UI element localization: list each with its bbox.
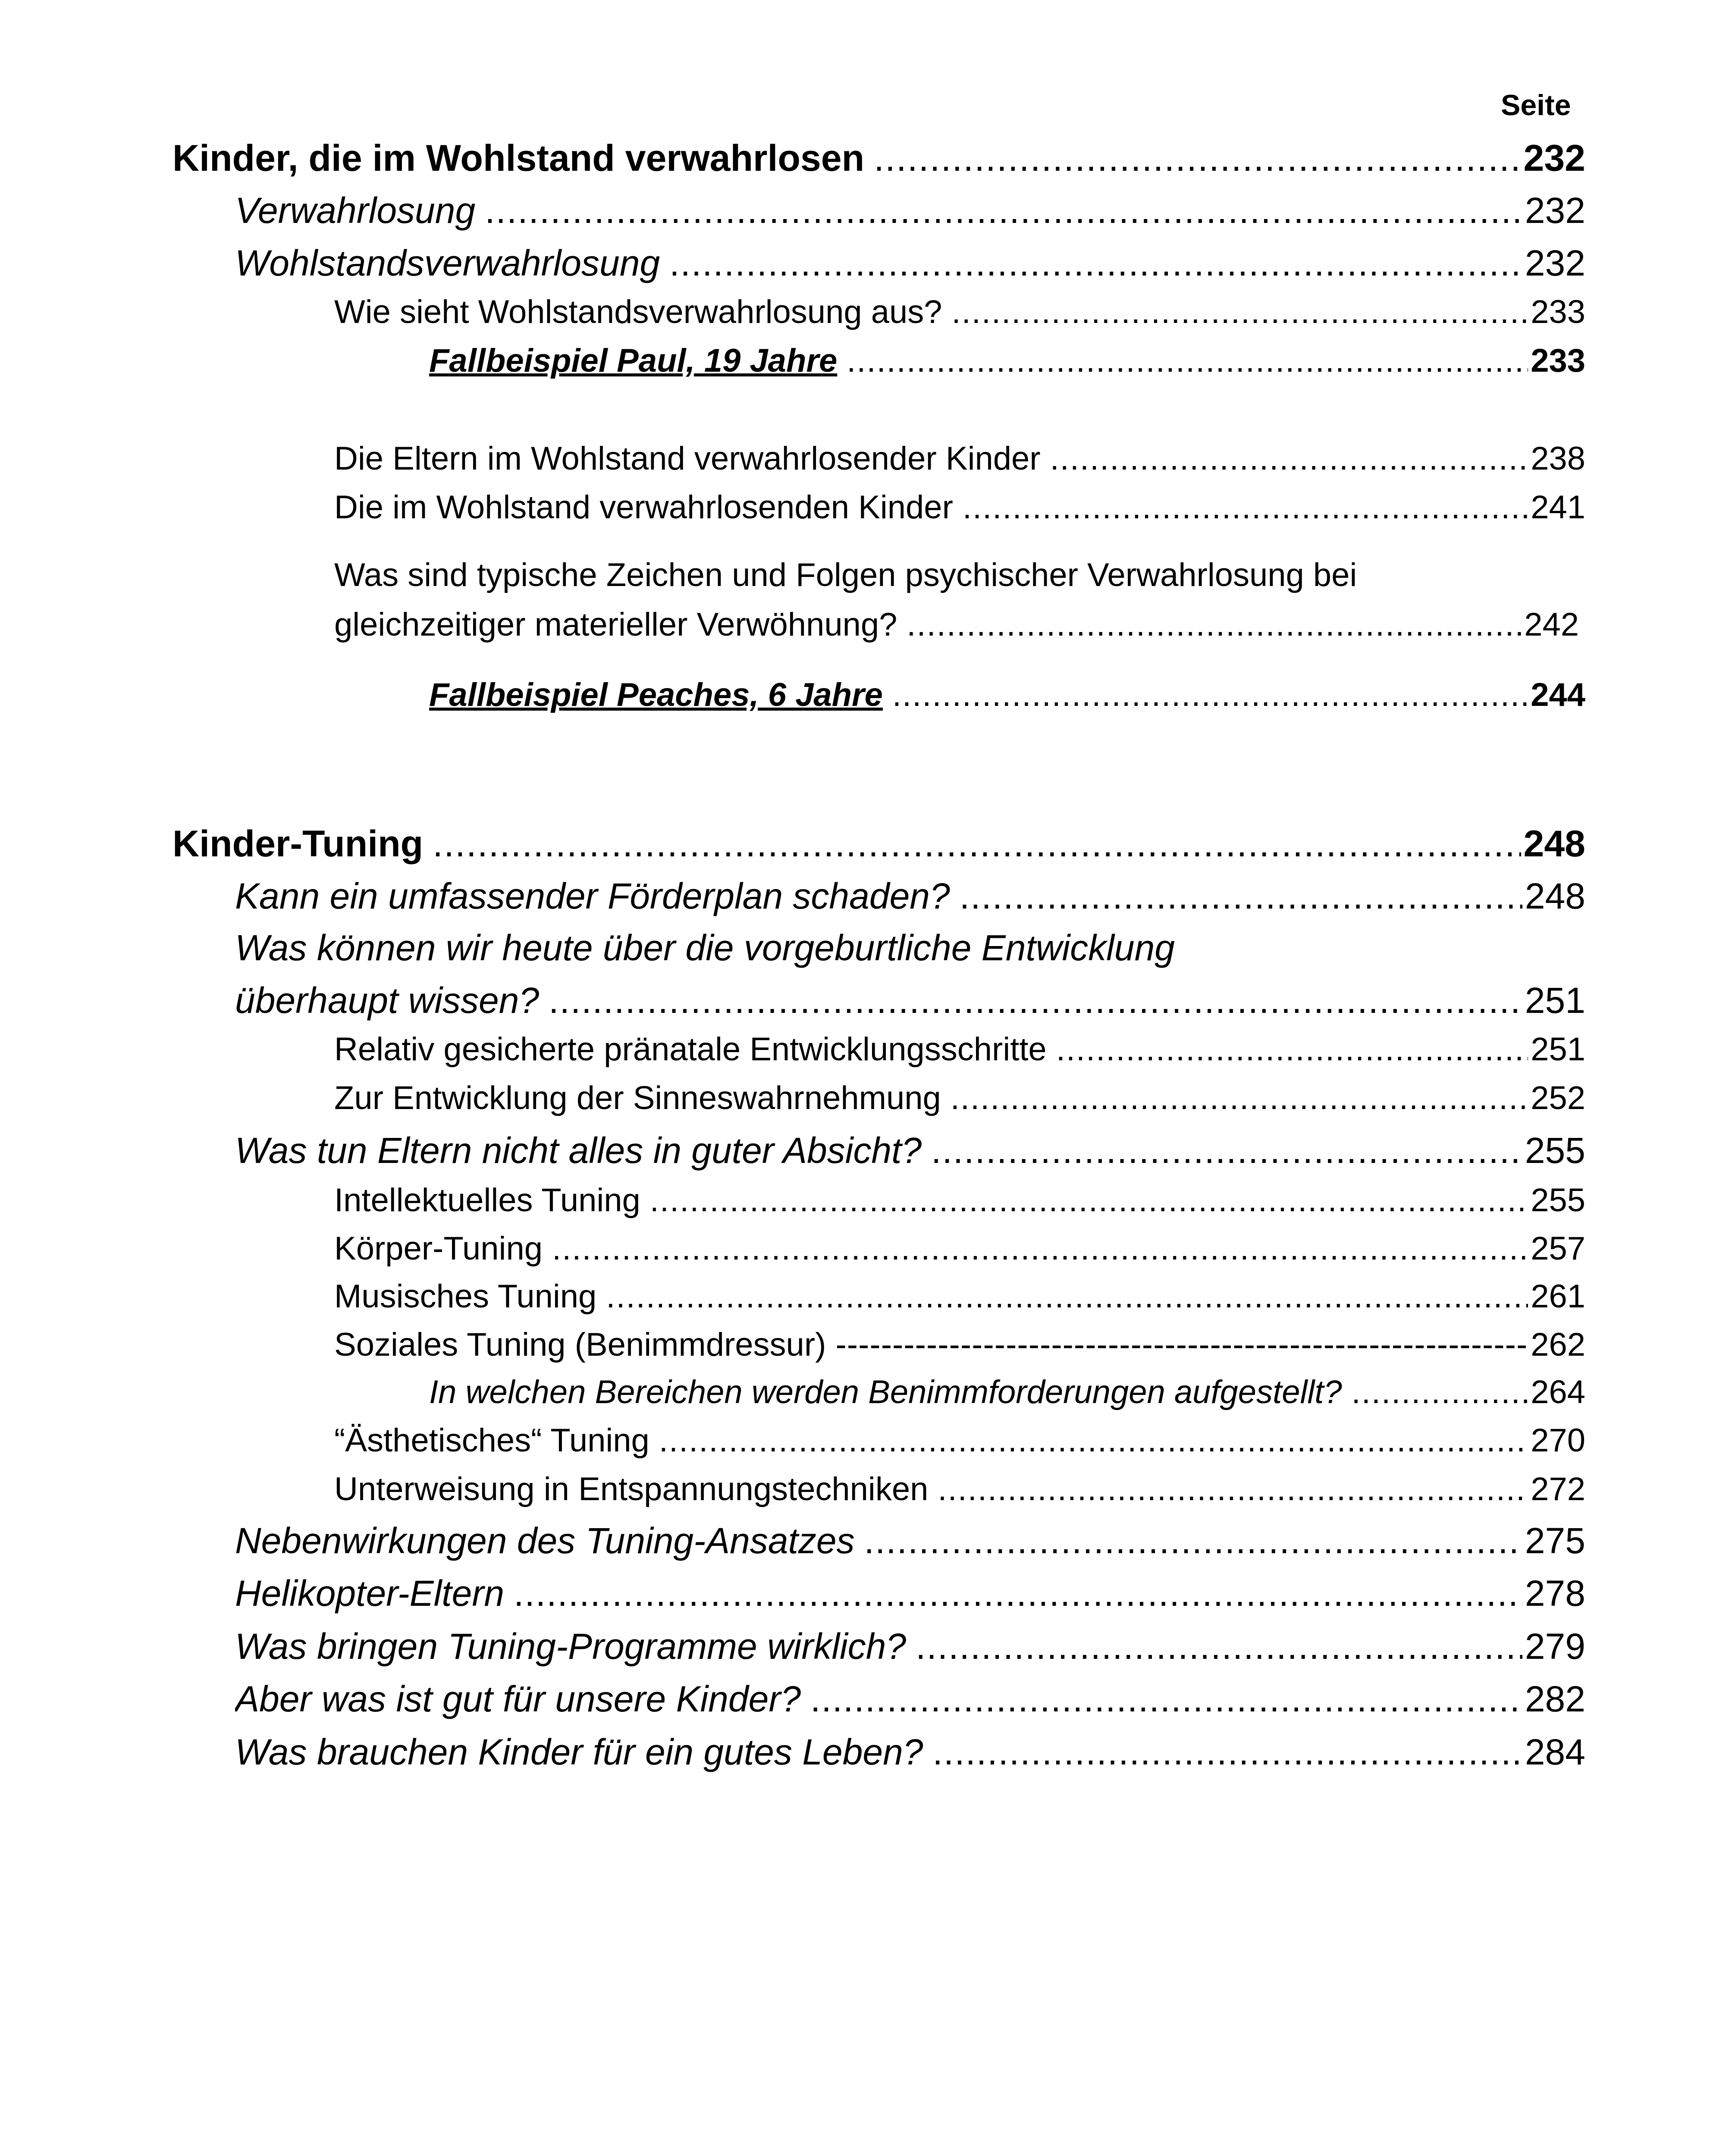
dot-leader [892, 676, 1528, 714]
toc-entry-title: Relativ gesicherte pränatale Entwicklungsschritte [334, 1031, 1047, 1068]
toc-entry-zeichen[interactable] [334, 606, 1579, 643]
toc-entry-page: 232 [1525, 190, 1585, 231]
toc-entry-page: 257 [1531, 1230, 1585, 1267]
dot-leader [650, 1181, 1528, 1219]
toc-entry-title: Intellektuelles Tuning [334, 1182, 640, 1219]
dot-leader [1352, 1373, 1528, 1411]
dot-leader [514, 1573, 1522, 1614]
toc-entry-vorgeburtlich[interactable] [235, 980, 1585, 1022]
dot-leader [938, 1470, 1528, 1508]
toc-entry-entspannung[interactable] [334, 1470, 1585, 1508]
dot-leader [669, 242, 1522, 284]
dot-leader [433, 823, 1521, 865]
toc-entry-praenatal[interactable] [334, 1031, 1585, 1068]
toc-entry-page: 251 [1525, 980, 1585, 1021]
toc-entry-title: überhaupt wissen? [235, 980, 540, 1021]
toc-entry-zeichen-line1: Was sind typische Zeichen und Folgen psychischer Verwahrlosung bei [334, 557, 1357, 593]
toc-entry-kinder[interactable] [334, 489, 1585, 526]
dot-leader [960, 875, 1522, 917]
dot-leader [1056, 1031, 1528, 1068]
dot-leader [933, 1731, 1522, 1773]
toc-entry-sinne[interactable] [334, 1079, 1585, 1117]
toc-entry-title: Helikopter-Eltern [235, 1573, 505, 1614]
toc-entry-title: Wohlstandsverwahrlosung [235, 243, 660, 283]
toc-entry-musisch[interactable] [334, 1278, 1585, 1315]
dot-leader [931, 1130, 1522, 1172]
dot-leader [1050, 440, 1528, 477]
toc-entry-page: 233 [1531, 342, 1585, 379]
toc-entry-page: 241 [1531, 489, 1585, 526]
dot-leader [549, 980, 1522, 1022]
toc-entry-title: Musisches Tuning [334, 1278, 597, 1315]
toc-entry-leben[interactable] [235, 1731, 1585, 1773]
toc-entry-helikopter[interactable] [235, 1573, 1585, 1614]
toc-entry-title: Körper-Tuning [334, 1230, 543, 1267]
dot-leader [810, 1678, 1522, 1720]
toc-entry-title: Kann ein umfassender Förderplan schaden? [235, 876, 950, 916]
dot-leader [847, 342, 1528, 379]
toc-entry-title: “Ästhetisches“ Tuning [334, 1422, 650, 1459]
toc-entry-bereiche[interactable] [429, 1373, 1585, 1411]
toc-entry-kinder-wohlstand[interactable] [173, 137, 1585, 180]
dot-leader [552, 1230, 1528, 1267]
toc-entry-eltern[interactable] [334, 440, 1585, 477]
dot-leader [907, 606, 1522, 643]
toc-entry-title: Zur Entwicklung der Sinneswahrnehmung [334, 1080, 941, 1116]
toc-entry-title: Die Eltern im Wohlstand verwahrlosender Kinder [334, 440, 1041, 477]
dot-leader [951, 1079, 1528, 1117]
toc-entry-page: 233 [1531, 294, 1585, 330]
toc-entry-page: 248 [1525, 876, 1585, 916]
toc-entry-title: Fallbeispiel Paul, 19 Jahre [429, 342, 838, 379]
toc-entry-title: Was brauchen Kinder für ein gutes Leben? [235, 1732, 923, 1772]
toc-entry-title: Was tun Eltern nicht alles in guter Absicht? [235, 1130, 922, 1171]
toc-entry-page: 232 [1525, 243, 1585, 283]
toc-entry-title: gleichzeitiger materieller Verwöhnung? [334, 606, 897, 643]
toc-entry-page: 284 [1525, 1732, 1585, 1772]
toc-entry-page: 244 [1531, 677, 1585, 713]
toc-entry-verwahrlosung[interactable] [235, 190, 1585, 232]
toc-entry-page: 264 [1531, 1374, 1585, 1410]
dot-leader [864, 1520, 1522, 1562]
toc-entry-title: Fallbeispiel Peaches, 6 Jahre [429, 677, 883, 713]
toc-entry-sozial[interactable] [334, 1326, 1585, 1363]
toc-entry-title: Nebenwirkungen des Tuning-Ansatzes [235, 1520, 855, 1561]
toc-entry-page: 275 [1525, 1520, 1585, 1561]
toc-entry-fallbeispiel-peaches[interactable] [429, 676, 1585, 714]
toc-entry-title: Kinder-Tuning [173, 823, 424, 865]
toc-entry-page: 232 [1523, 138, 1585, 179]
dot-leader [952, 293, 1528, 331]
toc-entry-page: 252 [1531, 1080, 1585, 1116]
toc-entry-title: Aber was ist gut für unsere Kinder? [235, 1679, 801, 1719]
dot-leader [916, 1626, 1522, 1667]
toc-entry-kinder-tuning[interactable] [173, 823, 1585, 865]
page-column-label: Seite [1501, 89, 1571, 122]
toc-entry-title: Die im Wohlstand verwahrlosenden Kinder [334, 489, 953, 526]
toc-entry-programme[interactable] [235, 1626, 1585, 1667]
toc-entry-page: 255 [1525, 1130, 1585, 1171]
toc-entry-page: 248 [1523, 823, 1585, 865]
toc-entry-title: Unterweisung in Entspannungstechniken [334, 1471, 929, 1507]
toc-entry-page: 261 [1531, 1278, 1585, 1315]
toc-entry-page: 272 [1531, 1471, 1585, 1507]
toc-entry-page: 282 [1525, 1679, 1585, 1719]
toc-entry-title: In welchen Bereichen werden Benimmforderungen aufgestellt? [429, 1374, 1342, 1410]
toc-entry-gut[interactable] [235, 1678, 1585, 1720]
toc-entry-nebenwirkungen[interactable] [235, 1520, 1585, 1562]
toc-entry-page: 238 [1531, 440, 1585, 477]
dot-leader [606, 1278, 1528, 1315]
toc-entry-page: 242 [1524, 606, 1579, 643]
toc-entry-page: 278 [1525, 1573, 1585, 1614]
dash-leader [835, 1326, 1528, 1363]
toc-entry-vorgeburtlich-line1: Was können wir heute über die vorgeburtliche Entwicklung [235, 928, 1175, 968]
toc-entry-koerper[interactable] [334, 1230, 1585, 1267]
toc-entry-title: Was bringen Tuning-Programme wirklich? [235, 1626, 907, 1667]
toc-entry-page: 270 [1531, 1422, 1585, 1459]
toc-entry-intellektuell[interactable] [334, 1181, 1585, 1219]
toc-entry-title: Wie sieht Wohlstandsverwahrlosung aus? [334, 294, 942, 330]
toc-entry-fallbeispiel-paul[interactable] [429, 342, 1585, 379]
toc-entry-wie-sieht[interactable] [334, 293, 1585, 331]
dot-leader [963, 489, 1528, 526]
toc-entry-foerderplan[interactable] [235, 875, 1585, 917]
toc-entry-title: Kinder, die im Wohlstand verwahrlosen [173, 138, 865, 179]
dot-leader [874, 137, 1521, 180]
toc-entry-aesthetisch[interactable] [334, 1422, 1585, 1459]
toc-entry-page: 251 [1531, 1031, 1585, 1068]
toc-entry-wohlstandsverwahrlosung[interactable] [235, 242, 1585, 284]
dot-leader [485, 190, 1522, 232]
toc-entry-page: 262 [1531, 1326, 1585, 1363]
toc-entry-page: 279 [1525, 1626, 1585, 1667]
toc-entry-page: 255 [1531, 1182, 1585, 1219]
dot-leader [659, 1422, 1528, 1459]
toc-entry-absicht[interactable] [235, 1130, 1585, 1172]
toc-entry-title: Verwahrlosung [235, 190, 476, 231]
toc-entry-title: Soziales Tuning (Benimmdressur) [334, 1326, 826, 1363]
